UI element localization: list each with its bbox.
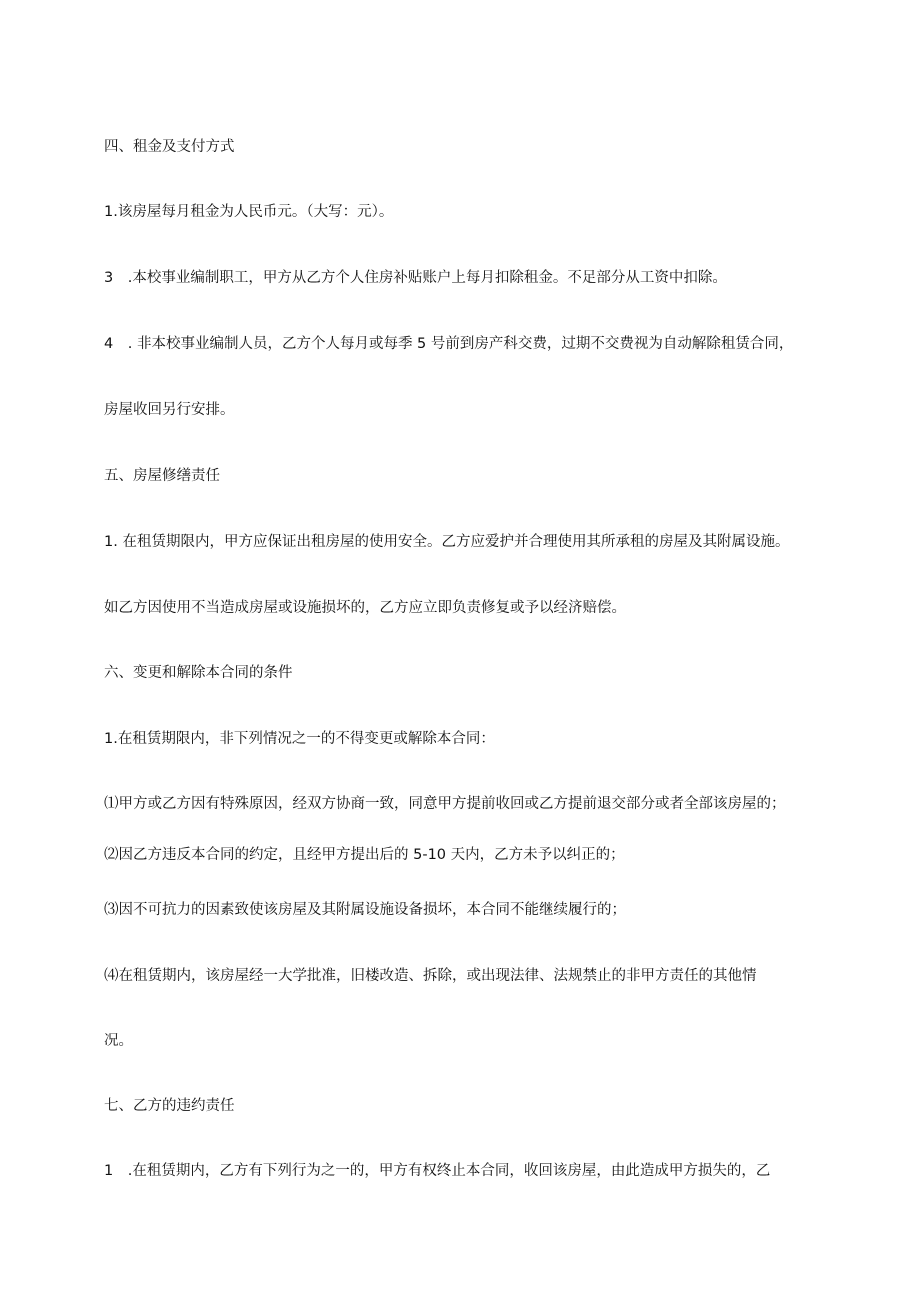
section-heading-breach: 七、乙方的违约责任 [104,1098,235,1114]
termination-clause-1: 1.在租赁期限内，非下列情况之一的不得变更或解除本合同： [104,731,495,747]
termination-item-2: ⑵因乙方违反本合同的约定，且经甲方提出后的 5-10 天内，乙方未予以纠正的； [104,847,625,863]
termination-item-4-continued: 况。 [104,1033,133,1049]
termination-item-3: ⑶因不可抗力的因素致使该房屋及其附属设施设备损坏，本合同不能继续履行的； [104,902,626,918]
section-heading-termination: 六、变更和解除本合同的条件 [104,665,293,681]
rent-clause-4: 4 . 非本校事业编制人员，乙方个人每月或每季 5 号前到房产科交费，过期不交费视为自动解除租赁合同， [104,336,794,352]
repair-clause-1-continued: 如乙方因使用不当造成房屋或设施损坏的，乙方应立即负责修复或予以经济赔偿。 [104,600,626,616]
breach-clause-1: 1 .在租赁期内，乙方有下列行为之一的，甲方有权终止本合同，收回该房屋，由此造成甲方损失的，乙 [104,1163,771,1179]
rent-clause-3: 3 .本校事业编制职工，甲方从乙方个人住房补贴账户上每月扣除租金。不足部分从工资中扣除。 [104,270,727,286]
section-heading-rent: 四、租金及支付方式 [104,139,235,155]
section-heading-repair: 五、房屋修缮责任 [104,468,220,484]
rent-clause-1: 1.该房屋每月租金为人民币元。（大写：元）。 [104,204,394,220]
rent-clause-4-continued: 房屋收回另行安排。 [104,402,235,418]
repair-clause-1: 1. 在租赁期限内，甲方应保证出租房屋的使用安全。乙方应爱护并合理使用其所承租的房屋及其附属设施。 [104,534,790,550]
termination-item-1: ⑴甲方或乙方因有特殊原因，经双方协商一致，同意甲方提前收回或乙方提前退交部分或者全部该房屋的； [104,796,786,812]
termination-item-4: ⑷在租赁期内，该房屋经一大学批准，旧楼改造、拆除，或出现法律、法规禁止的非甲方责任的其他情 [104,968,757,984]
